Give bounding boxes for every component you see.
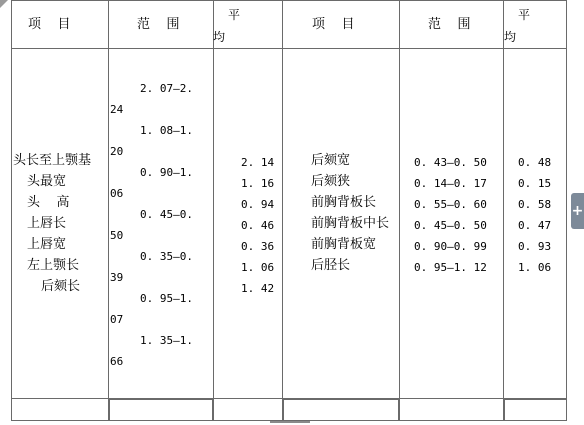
left-range-3a: 0. 90—1. xyxy=(140,166,193,179)
right-item-3: 前胸背板长 xyxy=(311,195,377,210)
left-range-1a: 2. 07—2. xyxy=(140,82,193,95)
left-range-3b: 06 xyxy=(110,187,124,200)
right-item-5: 前胸背板宽 xyxy=(311,237,377,252)
header-item-right: 项 目 xyxy=(312,17,355,32)
left-range-2b: 20 xyxy=(110,145,124,158)
right-avg-6: 1. 06 xyxy=(518,261,552,274)
header-item-left: 项 目 xyxy=(28,17,71,32)
right-item-6: 后胫长 xyxy=(311,258,351,273)
right-avg-2: 0. 15 xyxy=(518,177,552,190)
left-avg-4: 0. 46 xyxy=(241,219,275,232)
header-avg-right-bottom: 均 xyxy=(504,30,517,44)
left-range-7a: 1. 35—1. xyxy=(140,334,193,347)
left-avg-1: 2. 14 xyxy=(241,156,275,169)
header-range-left: 范 围 xyxy=(137,17,180,32)
left-item-4: 上唇长 xyxy=(27,216,67,231)
left-range-5b: 39 xyxy=(110,271,124,284)
col-divider-3 xyxy=(282,0,283,421)
expand-tab-button[interactable] xyxy=(571,193,584,229)
left-range-4b: 50 xyxy=(110,229,124,242)
right-avg-4: 0. 47 xyxy=(518,219,552,232)
header-divider xyxy=(11,48,567,49)
right-range-3: 0. 55—0. 60 xyxy=(414,198,487,211)
right-item-1: 后颏宽 xyxy=(311,153,351,168)
left-range-4a: 0. 45—0. xyxy=(140,208,193,221)
left-range-2a: 1. 08—1. xyxy=(140,124,193,137)
bottom-resize-handle[interactable] xyxy=(270,421,310,423)
left-avg-6: 1. 06 xyxy=(241,261,275,274)
left-item-2: 头最宽 xyxy=(27,174,67,189)
left-range-6a: 0. 95—1. xyxy=(140,292,193,305)
left-range-1b: 24 xyxy=(110,103,124,116)
footer-cell-2 xyxy=(109,399,213,421)
right-range-2: 0. 14—0. 17 xyxy=(414,177,487,190)
left-range-6b: 07 xyxy=(110,313,124,326)
footer-cell-6 xyxy=(504,399,567,421)
left-avg-7: 1. 42 xyxy=(241,282,275,295)
header-avg-left-bottom: 均 xyxy=(213,30,226,44)
header-range-right: 范 围 xyxy=(428,17,471,32)
left-avg-2: 1. 16 xyxy=(241,177,275,190)
left-item-6: 左上颚长 xyxy=(27,258,80,273)
plus-icon: + xyxy=(571,203,584,219)
right-avg-3: 0. 58 xyxy=(518,198,552,211)
left-avg-5: 0. 36 xyxy=(241,240,275,253)
right-avg-5: 0. 93 xyxy=(518,240,552,253)
col-divider-1 xyxy=(108,0,109,421)
left-range-7b: 66 xyxy=(110,355,124,368)
right-range-1: 0. 43—0. 50 xyxy=(414,156,487,169)
col-divider-2 xyxy=(213,0,214,421)
header-avg-left-top: 平 xyxy=(228,8,241,22)
corner-arrow-icon xyxy=(0,0,10,10)
left-item-1: 头长至上颚基 xyxy=(13,153,92,168)
col-divider-5 xyxy=(503,0,504,421)
right-range-6: 0. 95—1. 12 xyxy=(414,261,487,274)
col-divider-4 xyxy=(399,0,400,421)
right-range-4: 0. 45—0. 50 xyxy=(414,219,487,232)
left-item-3: 头 高 xyxy=(27,195,70,210)
left-avg-3: 0. 94 xyxy=(241,198,275,211)
left-item-7: 后颏长 xyxy=(41,279,81,294)
right-avg-1: 0. 48 xyxy=(518,156,552,169)
right-item-4: 前胸背板中长 xyxy=(311,216,390,231)
header-avg-right-top: 平 xyxy=(518,8,531,22)
left-item-5: 上唇宽 xyxy=(27,237,67,252)
right-range-5: 0. 90—0. 99 xyxy=(414,240,487,253)
left-range-5a: 0. 35—0. xyxy=(140,250,193,263)
footer-cell-4 xyxy=(283,399,399,421)
right-item-2: 后颏狭 xyxy=(311,174,351,189)
